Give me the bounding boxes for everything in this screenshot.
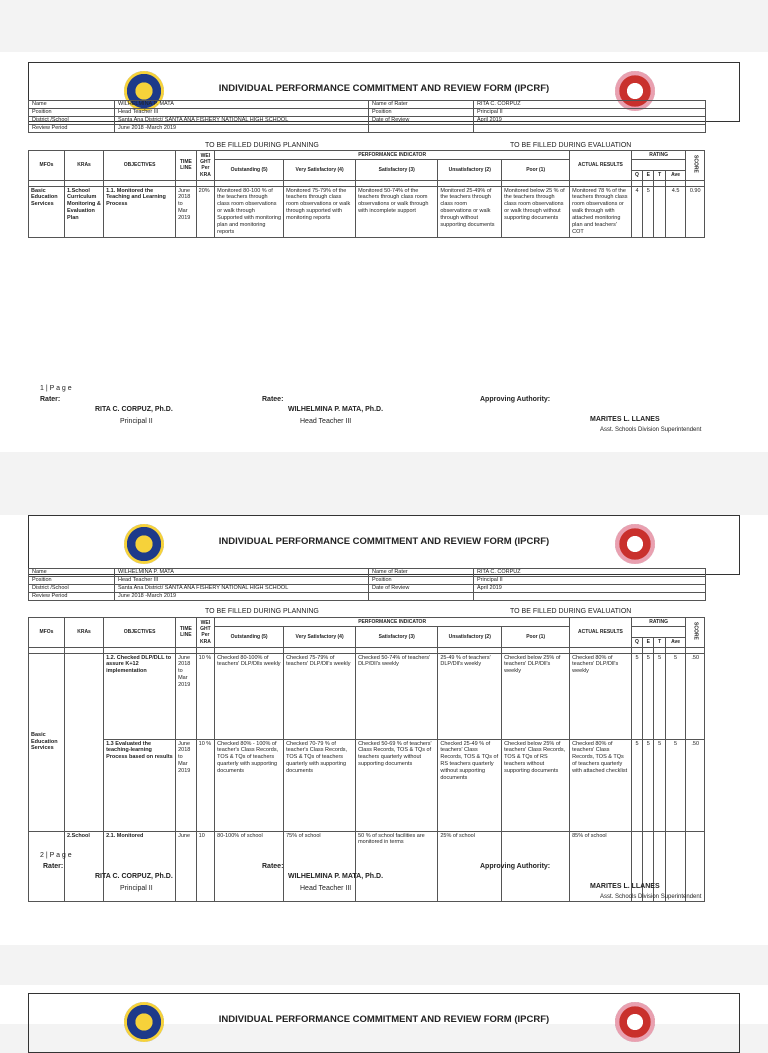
timeline-cell: June 2018 to Mar 2019	[176, 653, 197, 739]
col-unsatisfactory: Unsatisfactory (2)	[438, 160, 502, 180]
col-objectives: OBJECTIVES	[104, 618, 176, 648]
timeline-cell: June	[176, 831, 197, 901]
unsatisfactory-cell: 25-49 % of teachers' DLP/Dll's weekly	[438, 653, 502, 739]
col-outstanding: Outstanding (5)	[215, 627, 284, 647]
e-cell: 5	[643, 739, 654, 831]
actual-results-cell: 85% of school	[570, 831, 632, 901]
col-e: E	[643, 638, 654, 647]
planning-label: TO BE FILLED DURING PLANNING	[205, 142, 319, 149]
col-poor: Poor (1)	[502, 160, 570, 180]
approving-label: Approving Authority:	[480, 396, 551, 403]
col-performance-indicator: PERFORMANCE INDICATOR	[215, 151, 570, 160]
kra-cell: 1.School Curriculum Monitoring & Evaluation Plan	[65, 186, 104, 237]
col-timeline: TIME LINE	[176, 618, 197, 648]
col-outstanding: Outstanding (5)	[215, 160, 284, 180]
poor-cell: Checked below 25% of teachers' Class Records, TOS & TQs of RS teachers without supporting documents	[502, 739, 570, 831]
very-satisfactory-cell: Monitored 75-79% of the teachers through class room observations or walk through supported with monitoring reports	[284, 186, 356, 237]
form-header	[28, 993, 740, 1053]
mfo-cell: Basic Education Services	[29, 653, 65, 831]
label: Position	[29, 577, 115, 585]
kra-cell: 2.School	[65, 831, 104, 901]
rater-title: Principal II	[120, 418, 153, 425]
objective-cell: 1.1. Monitored the Teaching and Learning Process	[104, 186, 176, 237]
info-table	[28, 100, 706, 133]
label: Date of Review	[369, 117, 474, 125]
performance-table	[28, 150, 705, 238]
col-satisfactory: Satisfactory (3)	[356, 627, 438, 647]
q-cell: 4	[631, 186, 642, 237]
rater-title: Principal II	[120, 885, 153, 892]
label: District /School	[29, 585, 115, 593]
value: Principal II	[474, 109, 706, 117]
poor-cell: Checked below 25% of teachers' DLP/Dll's weekly	[502, 653, 570, 739]
e-cell: 5	[643, 653, 654, 739]
value: Santa Ana District/ SANTA ANA FISHERY NATIONAL HIGH SCHOOL	[115, 585, 369, 593]
outstanding-cell: Checked 80-100% of teachers' DLP/Dlls weekly	[215, 653, 284, 739]
ave-cell: 5	[665, 653, 686, 739]
col-ave: Ave	[665, 638, 686, 647]
value: June 2018 -March 2019	[115, 125, 369, 133]
approver-title: Asst. Schools Division Superintendent	[600, 894, 702, 900]
col-rating: RATING	[631, 151, 686, 160]
q-cell: 5	[631, 653, 642, 739]
weight-cell: 20%	[196, 186, 215, 237]
t-cell	[654, 186, 665, 237]
col-unsatisfactory: Unsatisfactory (2)	[438, 627, 502, 647]
label: Position	[29, 109, 115, 117]
unsatisfactory-cell: Checked 25-49 % of teachers' Class Records, TOS & TQs of RS teachers quarterly without supporting documents	[438, 739, 502, 831]
col-weight: WEI GHT Per KRA	[196, 151, 215, 181]
page-3	[0, 985, 768, 1024]
outstanding-cell: 80-100% of school	[215, 831, 284, 901]
label: Position	[369, 577, 474, 585]
col-weight: WEI GHT Per KRA	[196, 618, 215, 648]
objective-cell: 1.3 Evaluated the teaching-learning Process based on results	[104, 739, 176, 831]
ratee-label: Ratee:	[262, 396, 284, 403]
very-satisfactory-cell: Checked 75-79% of teachers' DLP/Dll's weekly	[284, 653, 356, 739]
col-very-satisfactory: Very Satisfactory (4)	[284, 160, 356, 180]
timeline-cell: June 2018 to Mar 2019	[176, 186, 197, 237]
very-satisfactory-cell: 75% of school	[284, 831, 356, 901]
value: June 2018 -March 2019	[115, 593, 369, 601]
col-rating: RATING	[631, 618, 686, 627]
satisfactory-cell: Checked 50-69 % of teachers' Class Records, TOS & TQs of teachers quarterly without supporting documents	[356, 739, 438, 831]
form-title: INDIVIDUAL PERFORMANCE COMMITMENT AND REVIEW FORM (IPCRF)	[218, 1014, 550, 1025]
mfo-cell: Basic Education Services	[29, 186, 65, 237]
col-kras: KRAs	[65, 618, 104, 648]
label: District /School	[29, 117, 115, 125]
timeline-cell: June 2018 to Mar 2019	[176, 739, 197, 831]
performance-table	[28, 617, 705, 902]
actual-results-cell: Monitored 78 % of the teachers through class room observations or walk through with attached monitoring plan and teachers' COT	[570, 186, 632, 237]
division-seal-icon	[615, 524, 655, 564]
value: April 2019	[474, 585, 706, 593]
approving-label: Approving Authority:	[480, 863, 551, 870]
ratee-title: Head Teacher III	[300, 418, 352, 425]
col-mfos: MFOs	[29, 151, 65, 181]
value: April 2019	[474, 117, 706, 125]
col-score: SCORE	[692, 622, 699, 641]
value: RITA C. CORPUZ	[474, 569, 706, 577]
satisfactory-cell: Checked 50-74% of teachers' DLP/Dll's weekly	[356, 653, 438, 739]
e-cell: 5	[643, 186, 654, 237]
col-mfos: MFOs	[29, 618, 65, 648]
value: Santa Ana District/ SANTA ANA FISHERY NATIONAL HIGH SCHOOL	[115, 117, 369, 125]
objective-cell: 1.2. Checked DLP/DLL to assure K+12 implementation	[104, 653, 176, 739]
col-very-satisfactory: Very Satisfactory (4)	[284, 627, 356, 647]
score-cell: 0.90	[686, 186, 705, 237]
score-cell: .50	[686, 653, 705, 739]
value: Head Teacher III	[115, 109, 369, 117]
info-table	[28, 568, 706, 601]
ratee-title: Head Teacher III	[300, 885, 352, 892]
col-timeline: TIME LINE	[176, 151, 197, 181]
very-satisfactory-cell: Checked 70-79 % of teacher's Class Records, TOS & TQs of teachers quarterly with supporting documents	[284, 739, 356, 831]
objective-cell: 2.1. Monitored	[104, 831, 176, 901]
rater-name: RITA C. CORPUZ, Ph.D.	[95, 873, 173, 880]
col-objectives: OBJECTIVES	[104, 151, 176, 181]
approver-title: Asst. Schools Division Superintendent	[600, 427, 702, 433]
col-t: T	[654, 638, 665, 647]
col-performance-indicator: PERFORMANCE INDICATOR	[215, 618, 570, 627]
col-satisfactory: Satisfactory (3)	[356, 160, 438, 180]
score-cell: .50	[686, 739, 705, 831]
label: Name of Rater	[369, 101, 474, 109]
t-cell: 5	[654, 739, 665, 831]
table-row	[29, 739, 705, 831]
col-poor: Poor (1)	[502, 627, 570, 647]
satisfactory-cell: Monitored 50-74% of the teachers through class room observations or walk through with incomplete support	[356, 186, 438, 237]
col-kras: KRAs	[65, 151, 104, 181]
col-t: T	[654, 171, 665, 180]
table-row	[29, 653, 705, 739]
outstanding-cell: Checked 80% - 100% of teacher's Class Records, TOS & TQs of teachers quarterly with supporting documents	[215, 739, 284, 831]
ave-cell: 4.5	[665, 186, 686, 237]
col-e: E	[643, 171, 654, 180]
t-cell: 5	[654, 653, 665, 739]
rater-name: RITA C. CORPUZ, Ph.D.	[95, 406, 173, 413]
evaluation-label: TO BE FILLED DURING EVALUATION	[510, 608, 632, 615]
planning-label: TO BE FILLED DURING PLANNING	[205, 608, 319, 615]
label: Name	[29, 569, 115, 577]
unsatisfactory-cell: Monitored 25-49% of the teachers through class room observations or walk through without supporting documents	[438, 186, 502, 237]
weight-cell: 10	[196, 831, 215, 901]
satisfactory-cell: 50 % of school facilities are monitored in terms	[356, 831, 438, 901]
table-row	[29, 186, 705, 237]
weight-cell: 10 %	[196, 653, 215, 739]
col-q: Q	[631, 638, 642, 647]
value: WILHELMINA P. MATA	[115, 569, 369, 577]
ratee-name: WILHELMINA P. MATA, Ph.D.	[288, 406, 384, 413]
weight-cell: 10 %	[196, 739, 215, 831]
value: Head Teacher III	[115, 577, 369, 585]
form-header	[28, 515, 740, 575]
label: Name	[29, 101, 115, 109]
actual-results-cell: Checked 80% of teachers' Class Records, TOS & TQs of teachers quarterly with attached checklist	[570, 739, 632, 831]
col-actual-results: ACTUAL RESULTS	[570, 151, 632, 181]
col-q: Q	[631, 171, 642, 180]
poor-cell: Monitored below 25 % of the teachers through class room observations or walk through without supporting documents	[502, 186, 570, 237]
page-1	[0, 52, 768, 452]
label: Name of Rater	[369, 569, 474, 577]
unsatisfactory-cell: 25% of school	[438, 831, 502, 901]
label: Review Period	[29, 125, 115, 133]
q-cell: 5	[631, 739, 642, 831]
outstanding-cell: Monitored 80-100 % of the teachers through class room observations or walk through Supported with monitoring plan and monitoring reports	[215, 186, 284, 237]
form-title: INDIVIDUAL PERFORMANCE COMMITMENT AND REVIEW FORM (IPCRF)	[218, 536, 550, 547]
col-actual-results: ACTUAL RESULTS	[570, 618, 632, 648]
ratee-label: Ratee:	[262, 863, 284, 870]
page-2	[0, 515, 768, 945]
approver-name: MARITES L. LLANES	[590, 416, 660, 423]
approver-name: MARITES L. LLANES	[590, 883, 660, 890]
col-score: SCORE	[692, 155, 699, 174]
value: RITA C. CORPUZ	[474, 101, 706, 109]
col-ave: Ave	[665, 171, 686, 180]
form-title: INDIVIDUAL PERFORMANCE COMMITMENT AND REVIEW FORM (IPCRF)	[218, 83, 550, 94]
label: Review Period	[29, 593, 115, 601]
label: Date of Review	[369, 585, 474, 593]
ave-cell: 5	[665, 739, 686, 831]
label: Position	[369, 109, 474, 117]
actual-results-cell: Checked 80% of teachers' DLP/Dll's weekly	[570, 653, 632, 739]
ratee-name: WILHELMINA P. MATA, Ph.D.	[288, 873, 384, 880]
evaluation-label: TO BE FILLED DURING EVALUATION	[510, 142, 632, 149]
division-seal-icon	[615, 1002, 655, 1042]
page-number: 1 | P a g e	[40, 385, 72, 392]
rater-label: Rater:	[43, 863, 64, 870]
page-number: 2 | P a g e	[40, 852, 72, 859]
rater-label: Rater:	[40, 396, 61, 403]
value: Principal II	[474, 577, 706, 585]
value: WILHELMINA P. MATA	[115, 101, 369, 109]
